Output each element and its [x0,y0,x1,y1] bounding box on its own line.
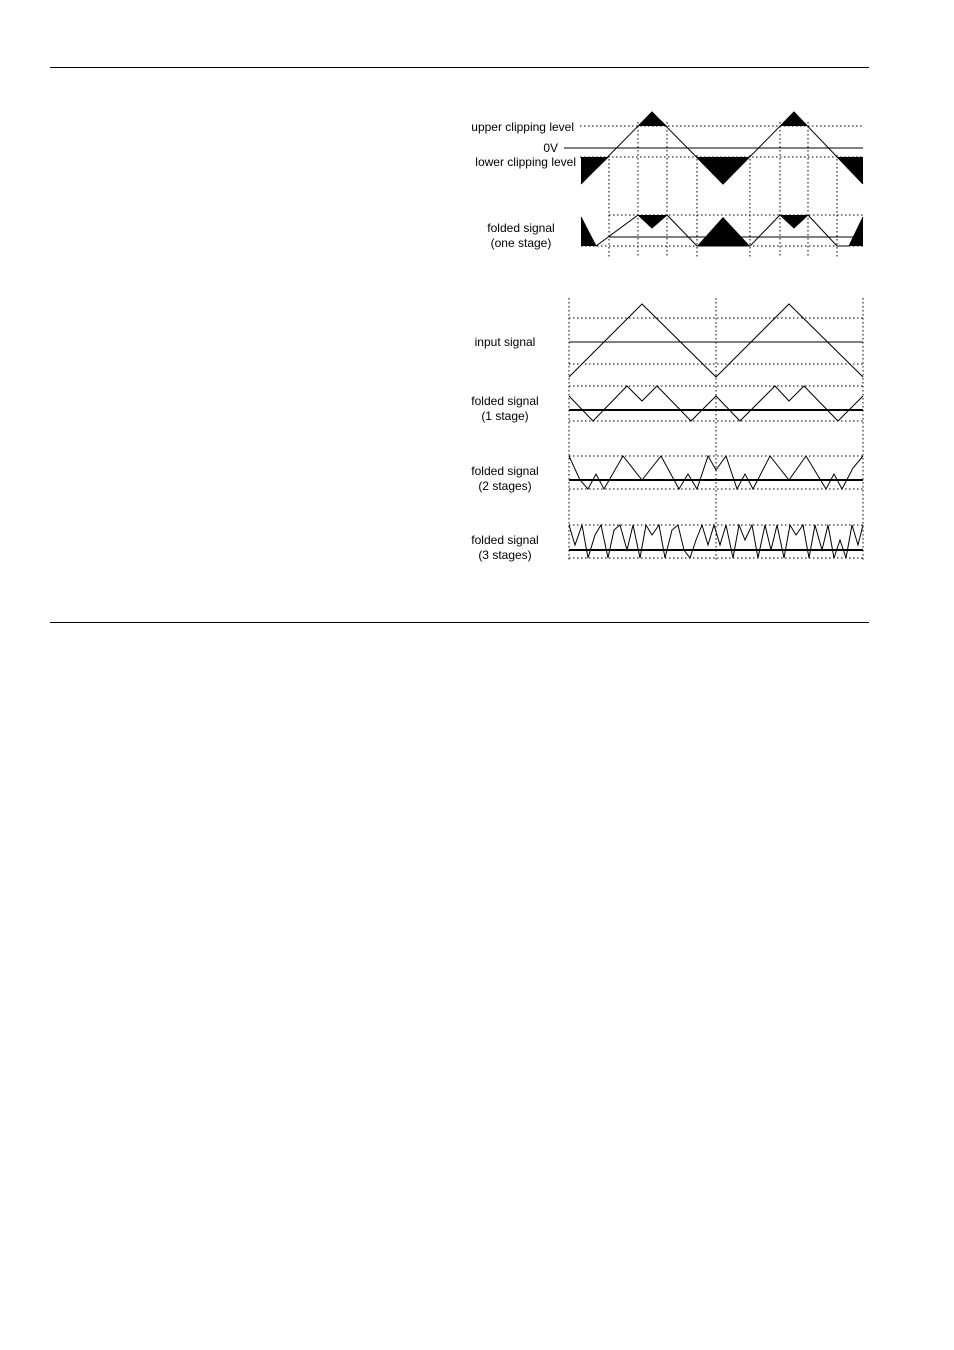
three-stage-label-line2: (3 stages) [478,548,532,562]
figure2-three-stage-wave [569,525,863,558]
figure1-clipping-diagram [471,112,863,258]
folded-one-stage-label-line1: folded signal [487,221,555,235]
folded-one-stage-label-line2: (one stage) [490,236,552,250]
one-stage-label-line1: folded signal [471,394,539,408]
figure2-three-stage-row [569,525,863,558]
three-stage-label-line1: folded signal [471,533,539,547]
two-stage-label-line1: folded signal [471,464,539,478]
figure1-folded-regions [581,215,863,246]
wavefolding-figure [0,0,954,640]
lower-clipping-label: lower clipping level [475,155,576,169]
upper-clipping-label: upper clipping level [471,120,574,134]
two-stage-label-line2: (2 stages) [478,479,532,493]
figure2-multistage-diagram [471,298,863,562]
figure2-two-stage-wave [569,456,863,489]
figure2-two-stage-row [569,456,863,489]
input-signal-label: input signal [474,335,536,349]
zero-volt-label: 0V [543,141,558,155]
one-stage-label-line2: (1 stage) [481,409,529,423]
